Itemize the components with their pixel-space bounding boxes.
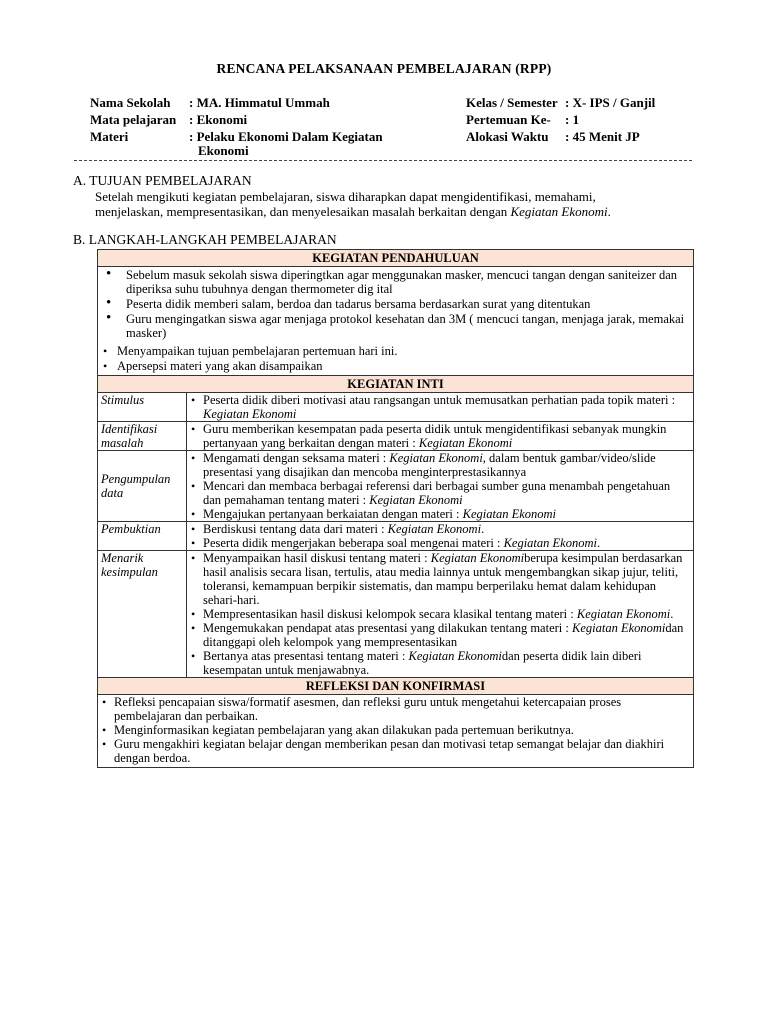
item-text: Guru memberikan kesempatan pada peserta didik untuk mengidentifikasi sebanyak mungkin pertanyaan yang berkaitan dengan materi : — [203, 422, 667, 450]
item-text: Mempresentasikan hasil diskusi kelompok secara klasikal tentang materi : — [203, 607, 577, 621]
pembuktian-label: Pembuktian — [98, 522, 187, 551]
list-item: • Sebelum masuk sekolah siswa diperingtkan agar menggunakan masker, mencuci tangan dengan saniteizer dan diperiksa suhu tubuhnya dengan thermometer dig ital — [101, 268, 690, 296]
list-item: • Guru mengakhiri kegiatan belajar dengan memberikan pesan dan motivasi tetap semangat belajar dan diakhiri dengan berdoa. — [101, 737, 690, 765]
refleksi-cell — [98, 695, 694, 768]
item-text: Peserta didik diberi motivasi atau rangsangan untuk memusatkan perhatian pada topik materi : — [203, 393, 676, 407]
item-text: Mengemukakan pendapat atas presentasi yang dilakukan tentang materi : — [203, 621, 572, 635]
item-italic: Kegiatan Ekonomi — [389, 451, 483, 465]
item-text: Mengajukan pertanyaan berkaiatan dengan materi : — [203, 507, 463, 521]
table-row — [98, 451, 694, 522]
stimulus-label: Stimulus — [98, 393, 187, 422]
item-text: Menyampaikan hasil diskusi tentang materi : — [203, 551, 431, 565]
document-title: RENCANA PELAKSANAAN PEMBELAJARAN (RPP) — [216, 61, 552, 76]
item-tail: . — [596, 536, 601, 550]
list-item: • Peserta didik memberi salam, berdoa dan tadarus bersama berdasarkan surat yang ditentukan — [101, 297, 690, 311]
list-item: • Refleksi pencapaian siswa/formatif asesmen, dan refleksi guru untuk mengetahui ketercapaian proses pembelajaran dan perbaikan. — [101, 695, 690, 723]
item-tail: , dalam bentuk gambar/video/slide presentasi yang disajikan dan mencoba menginterprestasikannya — [203, 451, 656, 479]
table-row — [98, 393, 694, 422]
pendahuluan-square-list — [101, 268, 690, 340]
item-text: Bertanya atas presentasi tentang materi : — [203, 649, 409, 663]
list-item — [190, 536, 690, 550]
item-italic: Kegiatan Ekonomi — [503, 536, 597, 550]
list-item — [190, 479, 690, 507]
section-b-heading: B. LANGKAH-LANGKAH PEMBELAJARAN — [73, 232, 337, 247]
info-right-label-2: Alokasi Waktu — [466, 129, 549, 144]
list-item — [190, 393, 690, 421]
list-item: • Guru mengingatkan siswa agar menjaga protokol kesehatan dan 3M ( mencuci tangan, menjaga jarak, memakai masker) — [101, 312, 690, 340]
table-row — [98, 551, 694, 678]
stimulus-content — [187, 393, 694, 422]
pengumpulan-label: Pengumpulan data — [98, 451, 187, 522]
item-italic: Kegiatan Ekonomi — [430, 551, 525, 565]
pengumpulan-content — [187, 451, 694, 522]
kesimpulan-content — [187, 551, 694, 678]
info-left-value-1: : Ekonomi — [189, 112, 248, 127]
section-a-text-italic: Kegiatan Ekonomi — [510, 204, 608, 219]
info-left-label-0: Nama Sekolah — [90, 95, 171, 110]
info-right-value-1: : 1 — [565, 112, 580, 127]
item-text: Berdiskusi tentang data dari materi : — [203, 522, 388, 536]
list-item — [190, 422, 690, 450]
info-right-label-0: Kelas / Semester — [466, 95, 558, 110]
item-italic: Kegiatan Ekonomi — [408, 649, 502, 663]
item-tail: berupa kesimpulan berdasarkan hasil analisis secara lisan, tertulis, atau media lainnya untuk mengembangkan sikap jujur, teliti, toleransi, kemampuan berpikir sistematis, dan mampu berperilaku hemat dalam kehidupan sehari-hari. — [203, 551, 683, 607]
list-item: • Apersepsi materi yang akan disampaikan — [101, 359, 690, 373]
item-text: Mengamati dengan seksama materi : — [203, 451, 390, 465]
item-italic: Kegiatan Ekonomi — [576, 607, 671, 621]
item-italic: Kegiatan Ekonomi — [387, 522, 482, 536]
section-a-text-line2-main: menjelaskan, mempresentasikan, dan menyelesaikan masalah berkaitan dengan — [95, 204, 511, 219]
item-text: Peserta didik mengerjakan beberapa soal mengenai materi : — [203, 536, 504, 550]
item-italic: Kegiatan Ekonomi — [418, 436, 513, 450]
list-item — [190, 621, 690, 649]
pendahuluan-dot-list — [101, 344, 690, 373]
info-right-value-2: : 45 Menit JP — [565, 129, 640, 144]
identifikasi-label: Identifikasi masalah — [98, 422, 187, 451]
identifikasi-content — [187, 422, 694, 451]
list-item — [190, 507, 690, 521]
kesimpulan-label: Menarik kesimpulan — [98, 551, 187, 678]
pembuktian-content — [187, 522, 694, 551]
item-text: Mencari dan membaca berbagai referensi dari berbagai sumber guna menambah pengetahuan dan pemahaman tentang materi : — [203, 479, 671, 507]
table-row — [98, 422, 694, 451]
list-item — [190, 607, 690, 621]
lesson-steps-table — [97, 249, 694, 768]
item-tail: . — [670, 607, 674, 621]
info-right-label-1: Pertemuan Ke- — [466, 112, 551, 127]
refleksi-header: REFLEKSI DAN KONFIRMASI — [98, 678, 694, 695]
item-tail: dan ditanggapi oleh kelompok yang mempresentasikan — [203, 621, 684, 649]
info-right-value-0: : X- IPS / Ganjil — [565, 95, 656, 110]
list-item — [190, 551, 690, 607]
item-italic: Kegiatan Ekonomi — [571, 621, 666, 635]
pendahuluan-header: KEGIATAN PENDAHULUAN — [98, 250, 694, 267]
item-tail: . — [481, 522, 485, 536]
item-tail: dan peserta didik lain diberi kesempatan untuk menjawabnya. — [203, 649, 642, 677]
section-a-text-line1: Setelah mengikuti kegiatan pembelajaran, siswa diharapkan dapat mengidentifikasi, memahami, — [95, 189, 596, 204]
item-italic: Kegiatan Ekonomi — [203, 407, 297, 421]
list-item: • Menginformasikan kegiatan pembelajaran yang akan dilakukan pada pertemuan berikutnya. — [101, 723, 690, 737]
item-italic: Kegiatan Ekonomi — [462, 507, 556, 521]
list-item — [190, 522, 690, 536]
inti-header: KEGIATAN INTI — [98, 376, 694, 393]
list-item — [190, 451, 690, 479]
info-left-value-2-cont: Ekonomi — [198, 143, 249, 158]
info-left-label-2: Materi — [90, 129, 129, 144]
pendahuluan-cell — [98, 267, 694, 376]
list-item: • Menyampaikan tujuan pembelajaran pertemuan hari ini. — [101, 344, 690, 358]
section-a-text-end: . — [607, 204, 611, 219]
list-item — [190, 649, 690, 677]
section-a-heading: A. TUJUAN PEMBELAJARAN — [73, 173, 252, 188]
item-italic: Kegiatan Ekonomi — [369, 493, 463, 507]
dashed-divider — [74, 160, 692, 161]
info-left-value-2: : Pelaku Ekonomi Dalam Kegiatan — [189, 129, 383, 144]
section-a-text-line2 — [95, 204, 611, 219]
info-left-label-1: Mata pelajaran — [90, 112, 177, 127]
table-row — [98, 522, 694, 551]
info-left-value-0: : MA. Himmatul Ummah — [189, 95, 330, 110]
